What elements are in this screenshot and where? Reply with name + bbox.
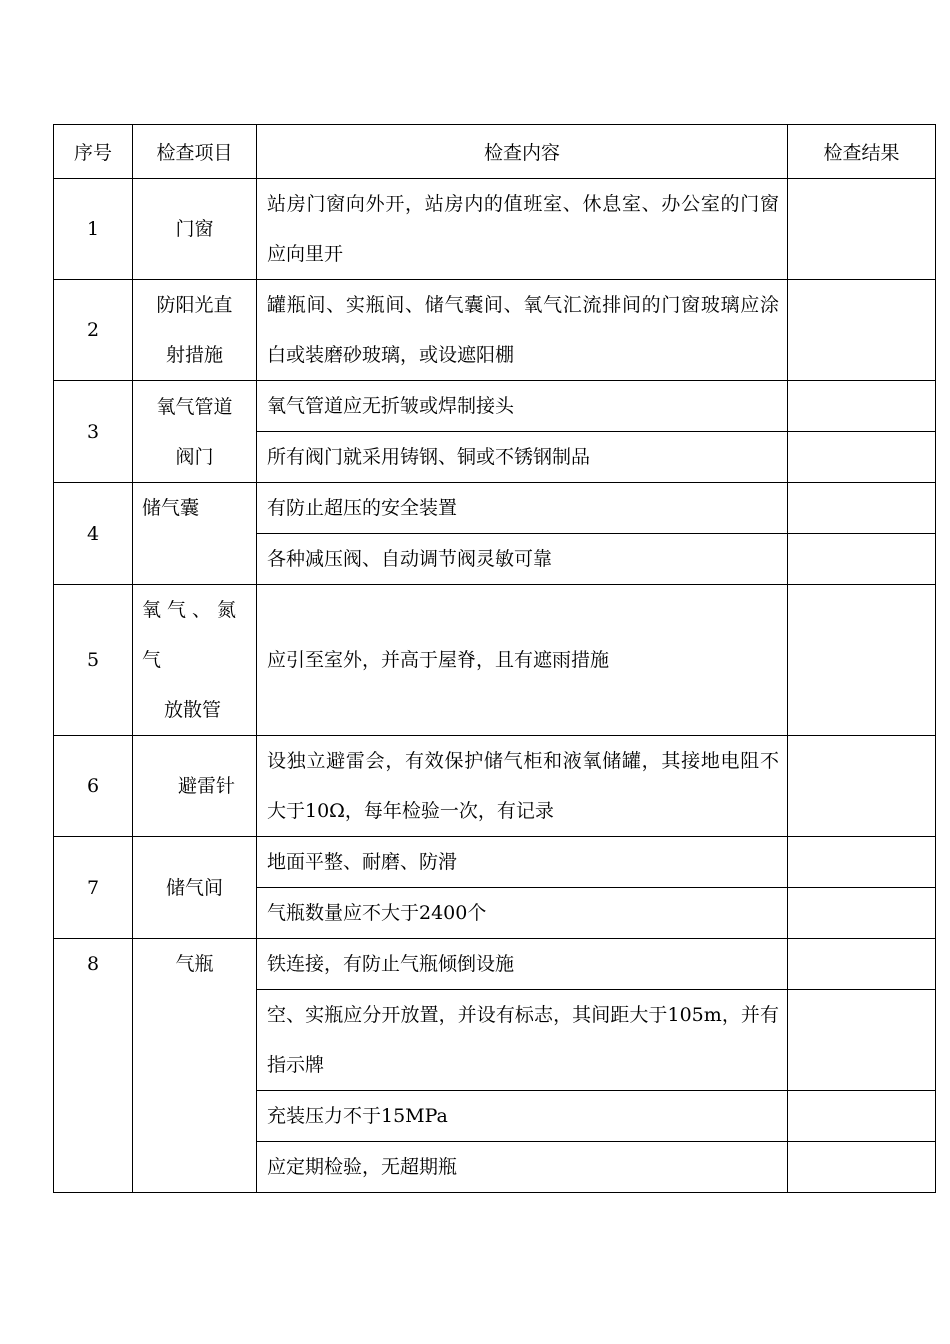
table-row: [54, 483, 936, 534]
row-content: 应定期检验，无超期瓶: [257, 1142, 788, 1193]
row-no: 5: [54, 585, 133, 736]
row-item: 储气囊: [133, 483, 257, 585]
row-result[interactable]: [788, 736, 936, 837]
row-item-line: 放散管: [164, 699, 222, 721]
row-result[interactable]: [788, 939, 936, 990]
header-result: 检查结果: [788, 125, 936, 179]
row-result[interactable]: [788, 432, 936, 483]
table-row: [54, 381, 936, 432]
row-content: 设独立避雷会，有效保护储气柜和液氧储罐，其接地电阻不大于10Ω，每年检验一次，有记录: [257, 736, 788, 837]
row-content: 气瓶数量应不大于2400个: [257, 888, 788, 939]
row-result[interactable]: [788, 280, 936, 381]
row-no: 6: [54, 736, 133, 837]
row-content: 空、实瓶应分开放置，并设有标志，其间距大于105m，并有指示牌: [257, 990, 788, 1091]
row-item-line: 气: [142, 649, 162, 671]
row-item: [133, 280, 257, 381]
row-item: [133, 585, 257, 736]
row-no: 7: [54, 837, 133, 939]
row-result[interactable]: [788, 381, 936, 432]
row-item-line: 防阳光直: [156, 294, 233, 316]
row-content: 罐瓶间、实瓶间、储气囊间、氧气汇流排间的门窗玻璃应涂白或装磨砂玻璃，或设遮阳棚: [257, 280, 788, 381]
row-item: 门窗: [133, 179, 257, 280]
row-item-line: 氧气、氮: [142, 599, 243, 621]
row-content: 各种减压阀、自动调节阀灵敏可靠: [257, 534, 788, 585]
row-no: 8: [54, 939, 133, 1193]
table-row: [54, 837, 936, 888]
header-item: 检查项目: [133, 125, 257, 179]
header-no: 序号: [54, 125, 133, 179]
row-no: 4: [54, 483, 133, 585]
inspection-table: [53, 124, 936, 1193]
table-header-row: [54, 125, 936, 179]
row-item-line: 阀门: [175, 445, 214, 468]
row-result[interactable]: [788, 1091, 936, 1142]
row-item: 气瓶: [133, 939, 257, 1193]
row-no: 1: [54, 179, 133, 280]
row-item: 避雷针: [133, 736, 257, 837]
row-content: 充装压力不于15MPa: [257, 1091, 788, 1142]
row-no: 2: [54, 280, 133, 381]
row-result[interactable]: [788, 888, 936, 939]
table-row: [54, 736, 936, 837]
table-row: [54, 585, 936, 736]
row-content: 铁连接，有防止气瓶倾倒设施: [257, 939, 788, 990]
row-result[interactable]: [788, 585, 936, 736]
row-content: 站房门窗向外开，站房内的值班室、休息室、办公室的门窗应向里开: [257, 179, 788, 280]
table-row: [54, 280, 936, 381]
row-no: 3: [54, 381, 133, 483]
row-item-line: 氧气管道: [156, 395, 233, 418]
table-row: [54, 939, 936, 990]
row-content: 所有阀门就采用铸钢、铜或不锈钢制品: [257, 432, 788, 483]
table-row: [54, 179, 936, 280]
row-content: 应引至室外，并高于屋脊，且有遮雨措施: [257, 585, 788, 736]
row-result[interactable]: [788, 179, 936, 280]
row-result[interactable]: [788, 483, 936, 534]
row-result[interactable]: [788, 837, 936, 888]
row-result[interactable]: [788, 534, 936, 585]
row-content: 地面平整、耐磨、防滑: [257, 837, 788, 888]
row-item: [133, 381, 257, 483]
row-content: 氧气管道应无折皱或焊制接头: [257, 381, 788, 432]
row-result[interactable]: [788, 1142, 936, 1193]
row-result[interactable]: [788, 990, 936, 1091]
header-content: 检查内容: [257, 125, 788, 179]
row-content: 有防止超压的安全装置: [257, 483, 788, 534]
row-item: 储气间: [133, 837, 257, 939]
row-item-line: 射措施: [165, 344, 223, 366]
